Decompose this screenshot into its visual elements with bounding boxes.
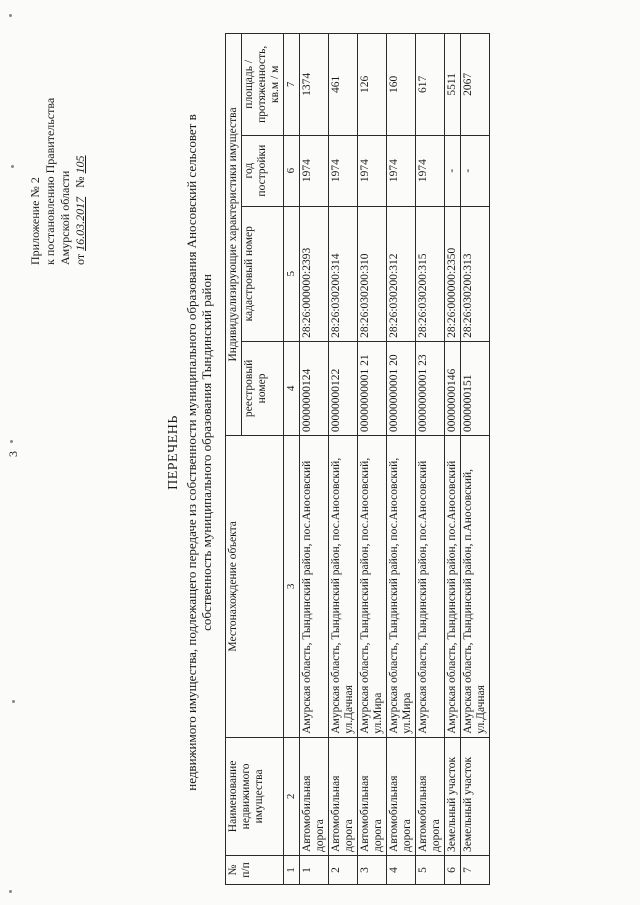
header-cadastral-number: кадастровый номер (242, 206, 284, 341)
registry-number: 00000000001 23 (416, 341, 445, 435)
construction-year: - (445, 135, 461, 206)
header-year: год постройки (242, 135, 284, 206)
header-num: № п/п (226, 856, 284, 885)
appendix-date-line (73, 15, 88, 265)
registry-number: 00000000001 20 (387, 341, 416, 435)
row-number: 1 (300, 856, 329, 885)
table-body (284, 34, 490, 885)
property-location: Амурская область, Тындинский район, пос.Аносовский, ул.Мира (387, 435, 416, 737)
col-number: 1 (284, 856, 300, 885)
header-characteristics-group: Индивидуализирующие характеристики имущества (226, 34, 242, 436)
area-length: 617 (416, 34, 445, 136)
area-length: 126 (358, 34, 387, 136)
date-prefix: от (73, 253, 87, 265)
property-name: Земельный участок (461, 737, 490, 855)
registry-number: 00000000001 21 (358, 341, 387, 435)
construction-year: 1974 (416, 135, 445, 206)
property-name: Автомобильная дорога (416, 737, 445, 855)
area-length: 1374 (300, 34, 329, 136)
property-name: Автомобильная дорога (300, 737, 329, 855)
table-row (300, 34, 329, 885)
row-number: 2 (329, 856, 358, 885)
row-number: 4 (387, 856, 416, 885)
document-heading: ПЕРЕЧЕНЬ (166, 415, 181, 490)
header-area: площадь / протяженность, кв.м / м (242, 34, 284, 136)
scan-speck (11, 165, 14, 168)
cadastral-number: 28:26:030200:313 (461, 206, 490, 341)
appendix-line-3: Амурской области (58, 170, 72, 265)
property-location: Амурская область, Тындинский район, пос.Аносовский, ул.Мира (358, 435, 387, 737)
property-location: Амурская область, Тындинский район, пос.Аносовский (416, 435, 445, 737)
property-location: Амурская область, Тындинский район, пос.Аносовский (445, 435, 461, 737)
property-location: Амурская область, Тындинский район, пос.Аносовский, ул.Дачная (329, 435, 358, 737)
area-length: 2067 (461, 34, 490, 136)
row-number: 3 (358, 856, 387, 885)
scan-speck (9, 890, 12, 893)
scan-speck (9, 14, 12, 17)
col-number: 3 (284, 435, 300, 737)
property-location: Амурская область, Тындинский район, п.Аносовский, ул.Дачная (461, 435, 490, 737)
cadastral-number: 28:26:030200:310 (358, 206, 387, 341)
property-name: Автомобильная дорога (358, 737, 387, 855)
property-name: Земельный участок (445, 737, 461, 855)
property-location: Амурская область, Тындинский район, пос.Аносовский (300, 435, 329, 737)
row-number: 7 (461, 856, 490, 885)
header-reg-number: реестровый номер (242, 341, 284, 435)
scan-speck (10, 440, 13, 443)
property-table (225, 33, 490, 885)
area-length: 461 (329, 34, 358, 136)
cadastral-number: 28:26:000000:2393 (300, 206, 329, 341)
number-prefix: № (73, 176, 87, 188)
table-row (445, 34, 461, 885)
cadastral-number: 28:26:030200:315 (416, 206, 445, 341)
cadastral-number: 28:26:000000:2350 (445, 206, 461, 341)
col-number: 5 (284, 206, 300, 341)
col-number: 2 (284, 737, 300, 855)
document-title-line-1: недвижимого имущества, подлежащего передаче из собственности муниципального образования Аносовский сельсовет в (184, 114, 199, 791)
property-name: Автомобильная дорога (387, 737, 416, 855)
page-number: 3 (6, 451, 20, 457)
appendix-number: 105 (73, 155, 87, 174)
construction-year: 1974 (300, 135, 329, 206)
appendix-line-2: к постановлению Правительства (43, 97, 57, 265)
registry-number: 00000000146 (445, 341, 461, 435)
table-row (461, 34, 490, 885)
table-row (387, 34, 416, 885)
col-number: 6 (284, 135, 300, 206)
row-number: 5 (416, 856, 445, 885)
area-length: 5511 (445, 34, 461, 136)
construction-year: - (461, 135, 490, 206)
table-row (329, 34, 358, 885)
scan-speck (12, 700, 15, 703)
construction-year: 1974 (387, 135, 416, 206)
table-row (358, 34, 387, 885)
appendix-line-1: Приложение № 2 (28, 177, 42, 265)
header-location: Местонахождение объекта (226, 435, 284, 737)
appendix-block (28, 15, 88, 265)
appendix-date: 16.03.2017 (73, 196, 87, 251)
row-number: 6 (445, 856, 461, 885)
col-number: 4 (284, 341, 300, 435)
registry-number: 00000000122 (329, 341, 358, 435)
cadastral-number: 28:26:030200:314 (329, 206, 358, 341)
header-name: Наименование недвижимого имущества (226, 737, 284, 855)
column-number-row (284, 34, 300, 885)
table-row (416, 34, 445, 885)
cadastral-number: 28:26:030200:312 (387, 206, 416, 341)
document-title-line-2: собственность муниципального образования Тындинский район (199, 274, 214, 631)
col-number: 7 (284, 34, 300, 136)
area-length: 160 (387, 34, 416, 136)
registry-number: 0000000151 (461, 341, 490, 435)
construction-year: 1974 (329, 135, 358, 206)
construction-year: 1974 (358, 135, 387, 206)
registry-number: 00000000124 (300, 341, 329, 435)
property-name: Автомобильная дорога (329, 737, 358, 855)
